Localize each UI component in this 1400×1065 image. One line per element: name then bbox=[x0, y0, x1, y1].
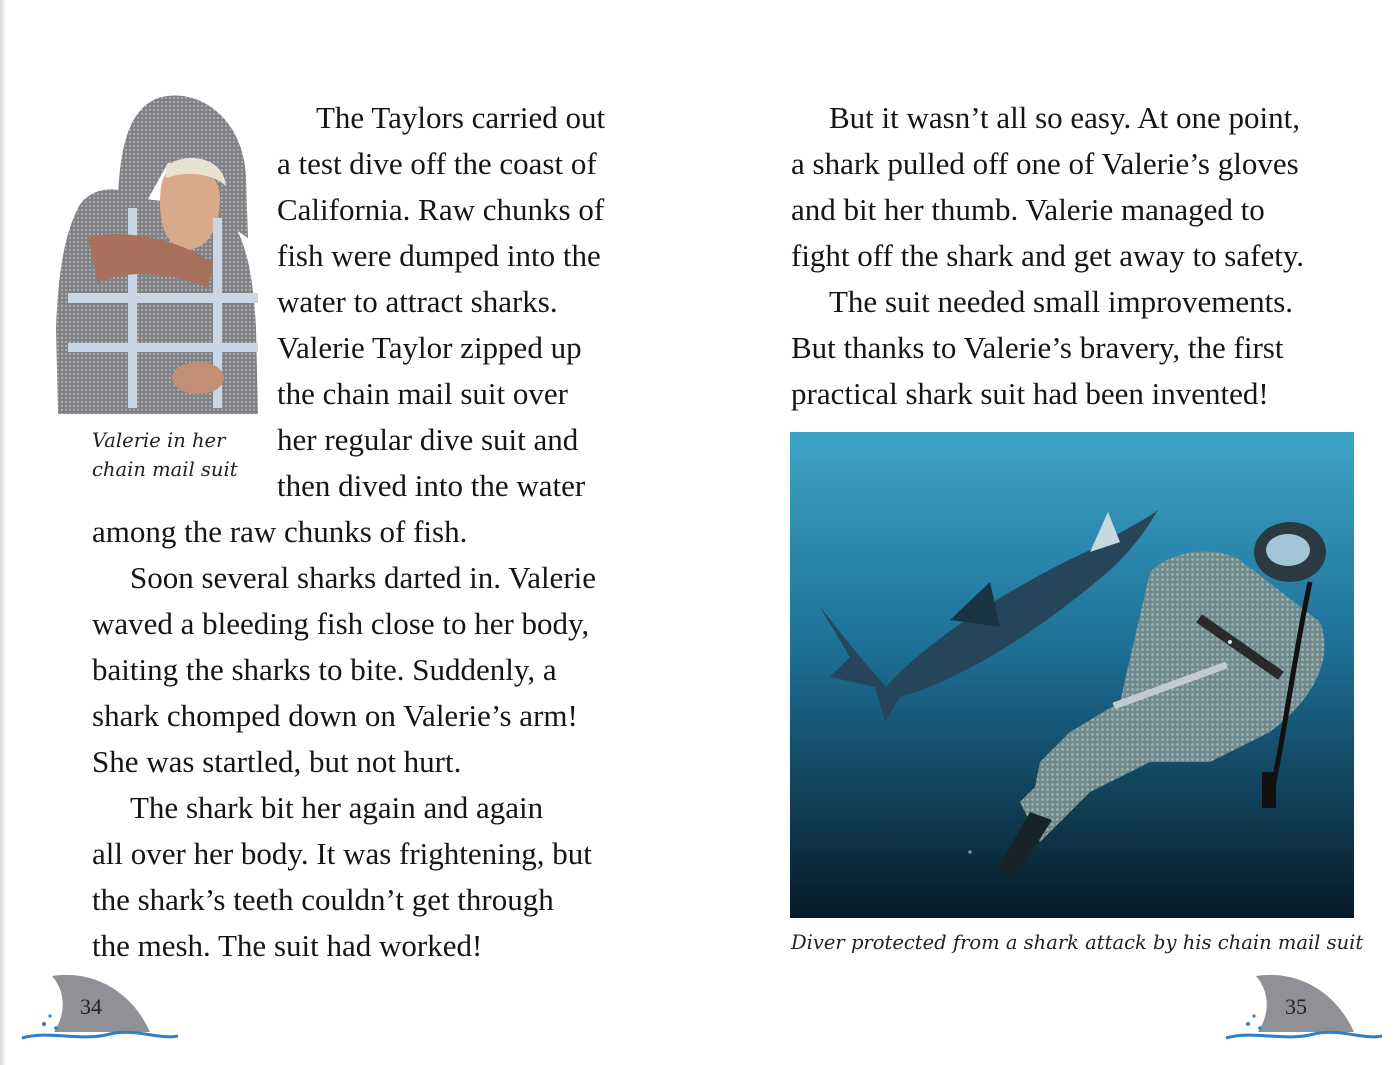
text-line: The shark bit her again and again bbox=[130, 790, 544, 825]
page-number-right: 35 bbox=[1285, 994, 1307, 1019]
text-line: fish were dumped into the bbox=[277, 238, 601, 273]
diver-shark-illustration bbox=[790, 432, 1354, 918]
text-line: the shark’s teeth couldn’t get through bbox=[92, 882, 554, 917]
caption-line: Valerie in her bbox=[92, 429, 226, 452]
text-line: baiting the sharks to bite. Suddenly, a bbox=[92, 652, 557, 687]
text-line: waved a bleeding fish close to her body, bbox=[92, 606, 590, 641]
valerie-chain-mail-illustration bbox=[48, 88, 260, 414]
text-line: the mesh. The suit had worked! bbox=[92, 928, 483, 963]
text-line: The suit needed small improvements. bbox=[829, 284, 1294, 319]
diver-shark-photo bbox=[790, 432, 1354, 918]
text-line: California. Raw chunks of bbox=[277, 192, 605, 227]
page-gutter-shadow bbox=[0, 0, 6, 1065]
text-line: But thanks to Valerie’s bravery, the first bbox=[791, 330, 1284, 365]
text-line: Valerie Taylor zipped up bbox=[277, 330, 582, 365]
text-line: water to attract sharks. bbox=[277, 284, 558, 319]
text-line: all over her body. It was frightening, but bbox=[92, 836, 592, 871]
text-line: She was startled, but not hurt. bbox=[92, 744, 462, 779]
text-line: her regular dive suit and bbox=[277, 422, 579, 457]
text-line: then dived into the water bbox=[277, 468, 586, 503]
text-line: But it wasn’t all so easy. At one point, bbox=[829, 100, 1300, 135]
page-number-left: 34 bbox=[80, 994, 102, 1019]
text-line: fight off the shark and get away to safety. bbox=[791, 238, 1305, 273]
text-line: a test dive off the coast of bbox=[277, 146, 597, 181]
text-line: practical shark suit had been invented! bbox=[791, 376, 1269, 411]
text-line: Soon several sharks darted in. Valerie bbox=[130, 560, 597, 595]
right-figure-caption: Diver protected from a shark attack by his chain mail suit bbox=[791, 931, 1364, 954]
text-line: and bit her thumb. Valerie managed to bbox=[791, 192, 1265, 227]
text-line: the chain mail suit over bbox=[277, 376, 568, 411]
valerie-chain-mail-photo bbox=[48, 88, 260, 414]
left-figure-caption bbox=[92, 426, 238, 484]
text-line: The Taylors carried out bbox=[316, 100, 606, 135]
caption-line: chain mail suit bbox=[92, 458, 238, 481]
text-line: among the raw chunks of fish. bbox=[92, 514, 468, 549]
text-line: shark chomped down on Valerie’s arm! bbox=[92, 698, 578, 733]
text-line: a shark pulled off one of Valerie’s gloves bbox=[791, 146, 1299, 181]
